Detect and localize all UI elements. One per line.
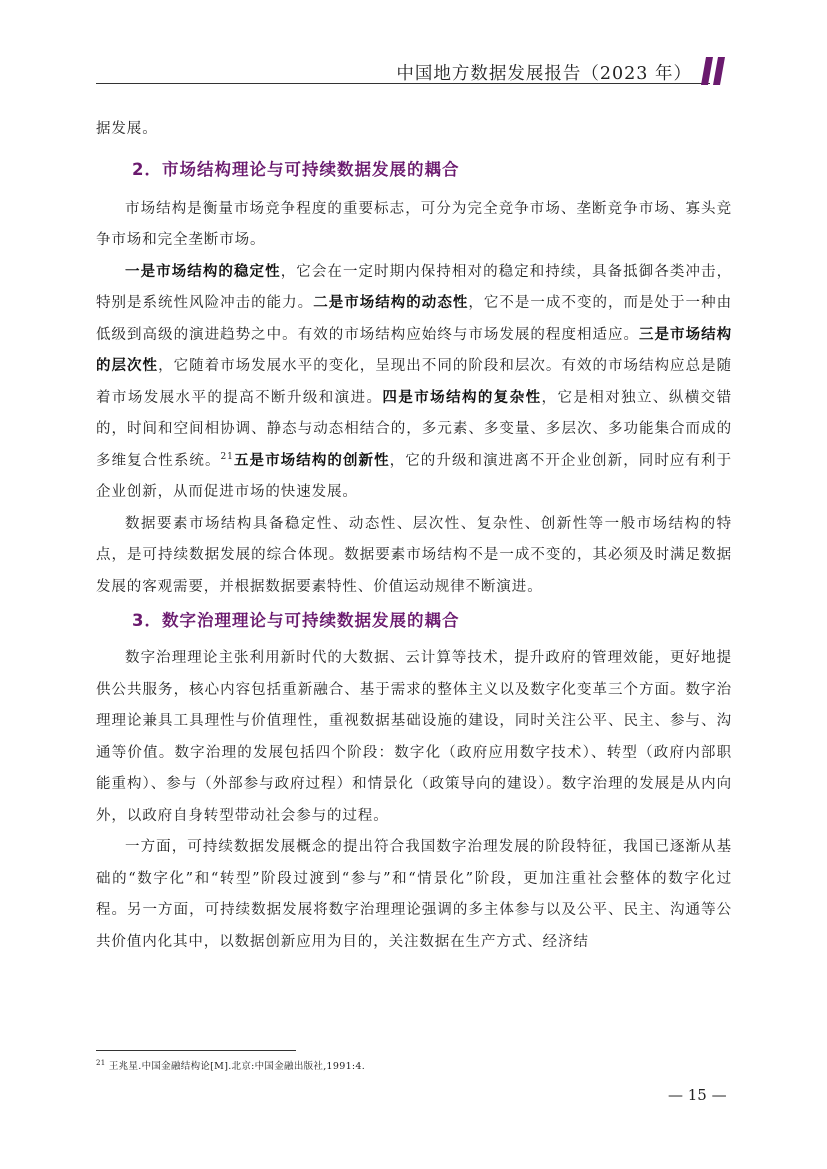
page-header	[96, 56, 732, 86]
footnote-divider	[96, 1050, 296, 1051]
section-2-paragraph-1: 市场结构是衡量市场竞争程度的重要标志，可分为完全竞争市场、垄断竞争市场、寡头竞争市场和完全垄断市场。	[96, 200, 732, 248]
section-3-heading: 3．数字治理理论与可持续数据发展的耦合	[132, 611, 460, 630]
main-content	[96, 114, 732, 958]
emphasis-dynamics: 二是市场结构的动态性	[313, 295, 469, 311]
footnote-number: 21	[96, 1059, 106, 1067]
footnote-reference: 21	[220, 451, 234, 462]
section-3-paragraph-2: 一方面，可持续数据发展概念的提出符合我国数字治理发展的阶段特征，我国已逐渐从基础的“数字化”和“转型”阶段过渡到“参与”和“情景化”阶段，更加注重社会整体的数字化过程。另一方面，可持续数据发展将数字治理理论强调的多主体参与以及公平、民主、沟通等公共价值内化其中，以数据创新应用为目的，关注数据在生产方式、经济结	[96, 839, 732, 950]
section-2-paragraph-3: 数据要素市场结构具备稳定性、动态性、层次性、复杂性、创新性等一般市场结构的特点，是可持续数据发展的综合体现。数据要素市场结构不是一成不变的，其必须及时满足数据发展的客观需要，并根据数据要素特性、价值运动规律不断演进。	[96, 515, 732, 595]
carryover-text: 据发展。	[96, 121, 158, 137]
page-number: — 15 —	[668, 1086, 727, 1104]
section-3-paragraph-1: 数字治理理论主张利用新时代的大数据、云计算等技术，提升政府的管理效能，更好地提供公共服务，核心内容包括重新融合、基于需求的整体主义以及数字化变革三个方面。数字治理理论兼具工具理性与价值理性，重视数据基础设施的建设，同时关注公平、民主、参与、沟通等价值。数字治理的发展包括四个阶段：数字化（政府应用数字技术）、转型（政府内部职能重构）、参与（外部参与政府过程）和情景化（政策导向的建设）。数字治理的发展是从内向外，以政府自身转型带动社会参与的过程。	[96, 650, 732, 824]
emphasis-hierarchy: 三是市场结构的层次性	[96, 326, 733, 374]
text-complexity: ，它是相对独立、纵横交错的，时间和空间相协调、静态与动态相结合的，多元素、多变量、多层次、多功能集合而成的多维复合性系统。	[96, 389, 732, 469]
header-rule	[96, 83, 710, 84]
header-accent-bars-icon	[700, 57, 730, 85]
footnote-text: 王兆星.中国金融结构论[M].北京:中国金融出版社,1991:4.	[108, 1061, 366, 1072]
emphasis-complexity: 四是市场结构的复杂性	[382, 389, 542, 406]
emphasis-stability: 一是市场结构的稳定性	[125, 263, 281, 280]
footnote	[96, 1058, 365, 1072]
section-2-paragraph-2	[96, 257, 732, 509]
text-dynamics: ，它不是一成不变的，而是处于一种由低级到高级的演进趋势之中。有效的市场结构应始终与市场发展的程度相适应。	[96, 295, 732, 343]
section-2-heading: 2．市场结构理论与可持续数据发展的耦合	[132, 159, 460, 179]
text-innovation: ，它的升级和演进离不开企业创新，同时应有利于企业创新，从而促进市场的快速发展。	[96, 452, 732, 500]
emphasis-innovation: 五是市场结构的创新性	[233, 452, 390, 469]
text-hierarchy: ，它随着市场发展水平的变化，呈现出不同的阶段和层次。有效的市场结构应总是随着市场发展水平的提高不断升级和演进。	[96, 358, 732, 406]
header-title: 中国地方数据发展报告（2023 年）	[396, 64, 692, 84]
text-stability: ，它会在一定时期内保持相对的稳定和持续，具备抵御各类冲击，特别是系统性风险冲击的能力。	[96, 263, 732, 311]
